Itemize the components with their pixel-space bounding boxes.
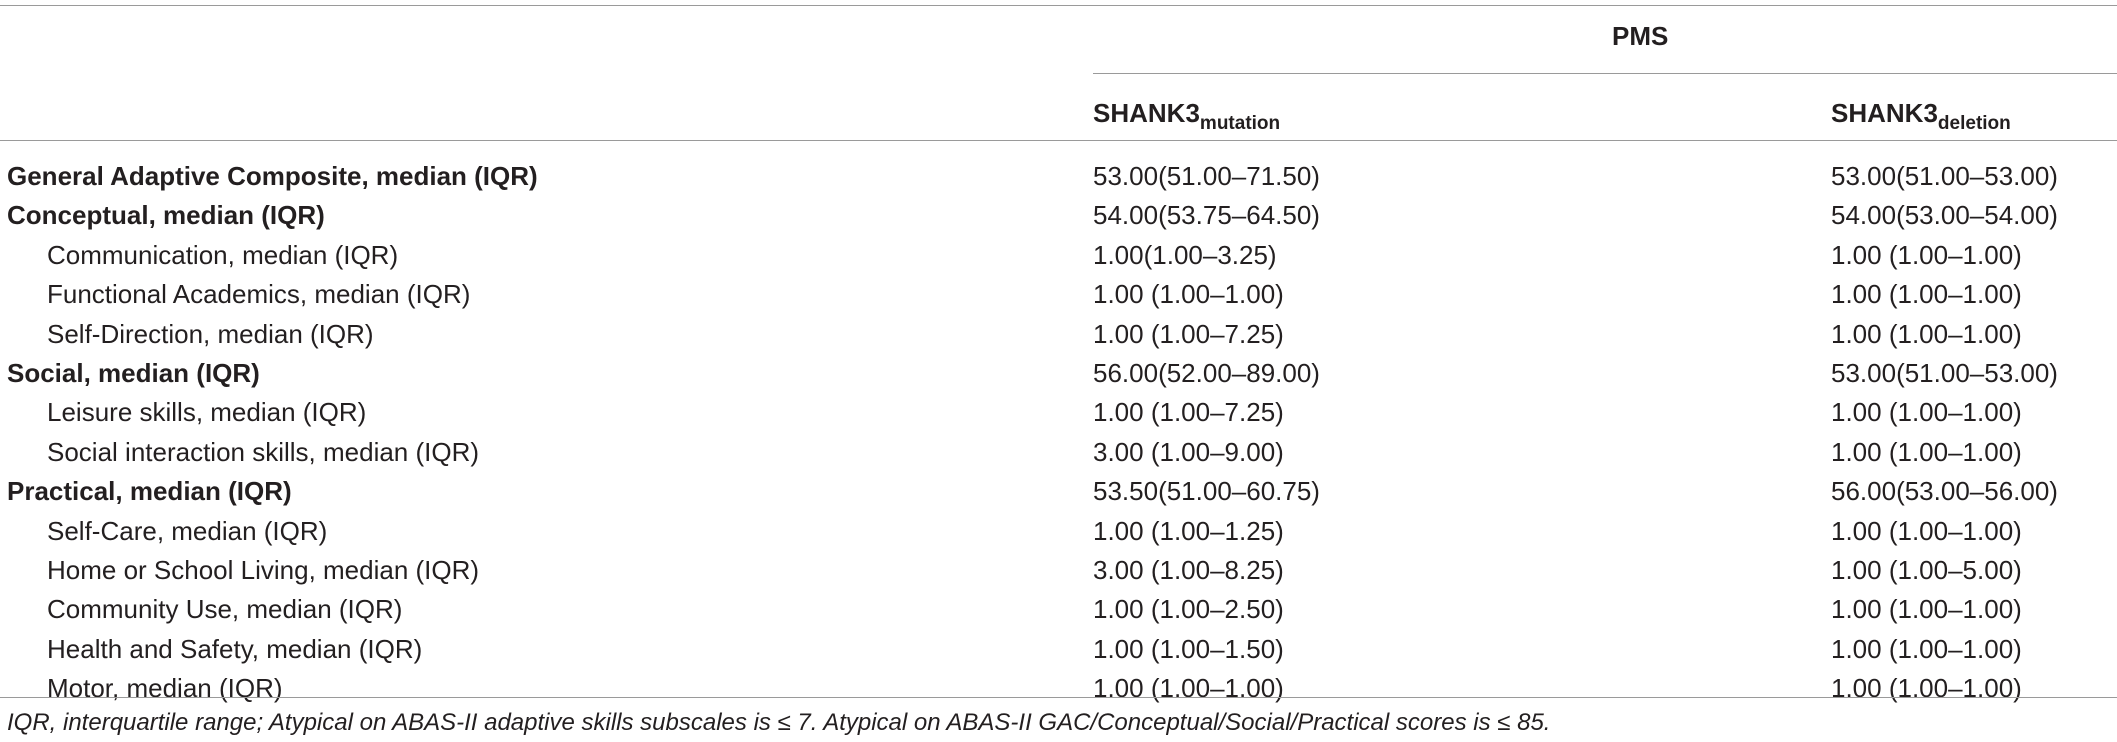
table-row <box>0 512 2117 551</box>
row-label: Communication, median (IQR) <box>47 239 399 270</box>
row-label: Leisure skills, median (IQR) <box>47 397 367 428</box>
deletion-value: 53.00(51.00–53.00) <box>1831 161 2058 191</box>
table-row <box>0 433 2117 472</box>
table-row <box>0 590 2117 629</box>
table-row <box>0 630 2117 669</box>
row-label: Self-Care, median (IQR) <box>47 515 328 546</box>
deletion-value: 1.00 (1.00–1.00) <box>1831 239 2022 270</box>
deletion-value: 56.00(53.00–56.00) <box>1831 476 2058 507</box>
deletion-value: 1.00 (1.00–1.00) <box>1831 397 2022 428</box>
deletion-value: 1.00 (1.00–1.00) <box>1831 515 2022 546</box>
mutation-value: 53.50(51.00–60.75) <box>1093 476 1320 507</box>
deletion-value: 54.00(53.00–54.00) <box>1831 200 2058 231</box>
deletion-value: 1.00 (1.00–1.00) <box>1831 633 2022 664</box>
table-row <box>0 315 2117 354</box>
table-row <box>0 669 2117 708</box>
deletion-value: 53.00(51.00–53.00) <box>1831 357 2058 388</box>
group-header-rule <box>1093 73 2117 74</box>
table-footnote: IQR, interquartile range; Atypical on ABAS-II adaptive skills subscales is ≤ 7. Atypical on ABAS-II GAC/Conceptual/Social/Practical scores is ≤ 85. <box>7 709 1551 736</box>
deletion-value: 1.00 (1.00–1.00) <box>1831 594 2022 625</box>
group-header-pms: PMS <box>1612 21 1669 51</box>
row-label: Health and Safety, median (IQR) <box>47 633 423 664</box>
deletion-value: 1.00 (1.00–1.00) <box>1831 673 2022 704</box>
mutation-value: 1.00 (1.00–1.25) <box>1093 515 1284 546</box>
mutation-value: 1.00 (1.00–7.25) <box>1093 397 1284 428</box>
row-label: Community Use, median (IQR) <box>47 594 403 625</box>
table-row <box>0 354 2117 393</box>
mutation-value: 1.00 (1.00–1.00) <box>1093 279 1284 310</box>
column-header-deletion-sub: deletion <box>1937 113 2011 134</box>
row-label: Social, median (IQR) <box>7 357 260 388</box>
table-row <box>0 393 2117 432</box>
table-row <box>0 551 2117 590</box>
table-row <box>0 157 2117 196</box>
deletion-value: 1.00 (1.00–1.00) <box>1831 318 2022 349</box>
column-header-mutation-main: SHANK3 <box>1093 98 1200 128</box>
header-bottom-rule <box>0 140 2117 141</box>
mutation-value: 1.00 (1.00–1.00) <box>1093 673 1284 704</box>
table-row <box>0 236 2117 275</box>
mutation-value: 1.00 (1.00–2.50) <box>1093 594 1284 625</box>
row-label: Practical, median (IQR) <box>7 476 292 507</box>
row-label: Social interaction skills, median (IQR) <box>47 436 480 467</box>
deletion-value: 1.00 (1.00–5.00) <box>1831 554 2022 585</box>
mutation-value: 3.00 (1.00–9.00) <box>1093 436 1284 467</box>
mutation-value: 1.00(1.00–3.25) <box>1093 239 1277 270</box>
row-label: Conceptual, median (IQR) <box>7 200 325 231</box>
mutation-value: 3.00 (1.00–8.25) <box>1093 554 1284 585</box>
row-label: General Adaptive Composite, median (IQR) <box>7 161 538 191</box>
mutation-value: 56.00(52.00–89.00) <box>1093 357 1320 388</box>
column-header-mutation-sub: mutation <box>1199 113 1281 134</box>
table-top-rule <box>0 5 2117 6</box>
table-bottom-rule <box>0 697 2117 698</box>
table-row <box>0 275 2117 314</box>
table-row <box>0 196 2117 235</box>
row-label: Home or School Living, median (IQR) <box>47 554 480 585</box>
table-body <box>0 157 2117 708</box>
deletion-value: 1.00 (1.00–1.00) <box>1831 279 2022 310</box>
column-header-deletion <box>1831 98 2011 134</box>
column-header-deletion-main: SHANK3 <box>1831 98 1938 128</box>
mutation-value: 54.00(53.75–64.50) <box>1093 200 1320 231</box>
mutation-value: 1.00 (1.00–1.50) <box>1093 633 1284 664</box>
column-header-mutation <box>1093 98 1281 134</box>
deletion-value: 1.00 (1.00–1.00) <box>1831 436 2022 467</box>
row-label: Motor, median (IQR) <box>47 673 283 704</box>
mutation-value: 1.00 (1.00–7.25) <box>1093 318 1284 349</box>
table-row <box>0 472 2117 511</box>
mutation-value: 53.00(51.00–71.50) <box>1093 161 1320 191</box>
row-label: Self-Direction, median (IQR) <box>47 318 374 349</box>
row-label: Functional Academics, median (IQR) <box>47 279 471 310</box>
